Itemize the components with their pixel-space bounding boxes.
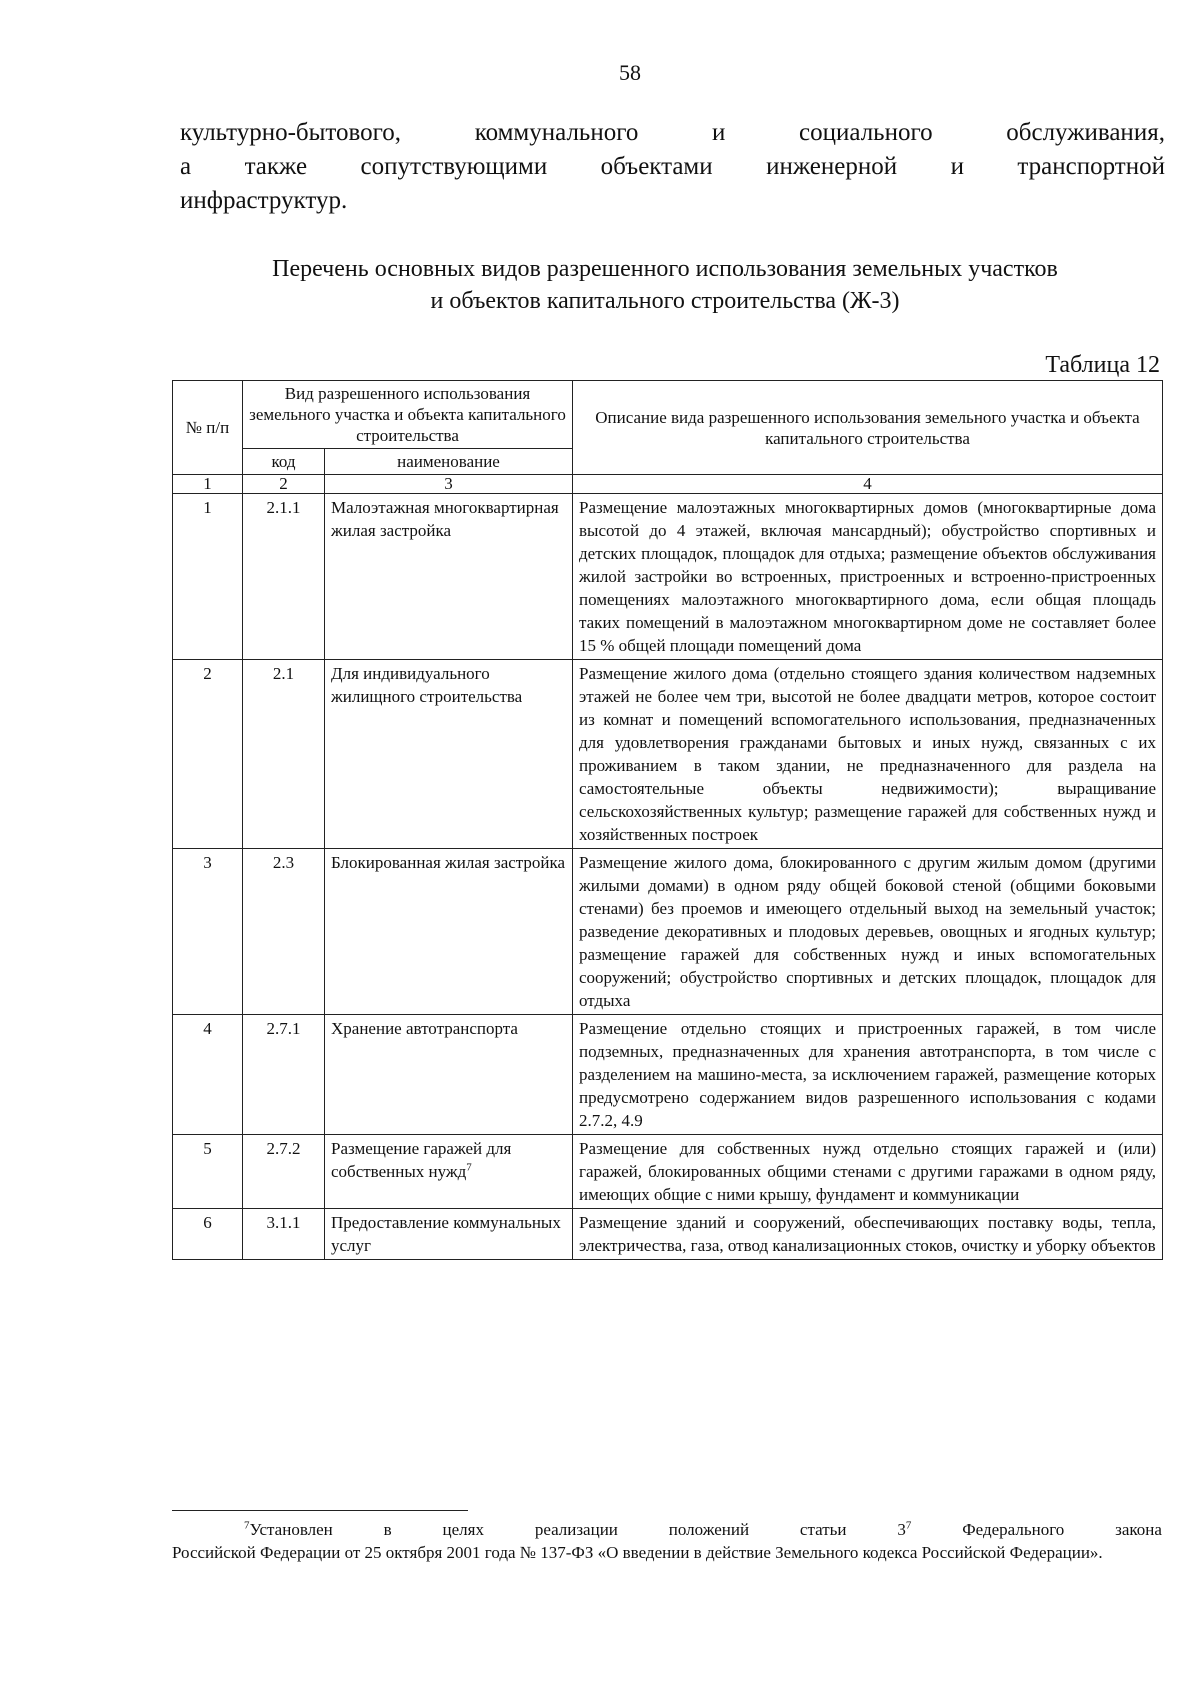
table-row: 1 2.1.1 Малоэтажная многоквартирная жилая застройка Размещение малоэтажных многоквартирных домов (многоквартирные дома высотой до 4 этажей, включая мансардный); обустройство спортивных и детских площадок, площадок для отдыха; размещение объектов обслуживания жилой застройки во встроенных, пристроенных и встроенно-пристроенных помещениях малоэтажного многоквартирного дома, если общая площадь таких помещений в малоэтажном многоквартирном доме не составляет более 15 % общей площади помещений дома — [173, 494, 1163, 660]
table-row: 5 2.7.2 Размещение гаражей для собственных нужд$^7$ Размещение для собственных нужд отдельно стоящих гаражей и (или) гаражей, блокированных общими стенами с другими гаражами в одном ряду, имеющих общие с ними крышу, фундамент и коммуникации — [173, 1135, 1163, 1209]
header-num: № п/п — [173, 381, 243, 475]
permitted-use-table — [172, 380, 1163, 1260]
page-number: 58 — [619, 60, 641, 85]
intro-line-2: а также сопутствующими объектами инженерной и транспортной — [180, 153, 1165, 180]
table-row: 4 2.7.1 Хранение автотранспорта Размещение отдельно стоящих и пристроенных гаражей, в том числе подземных, предназначенных для хранения автотранспорта, в том числе с разделением на машино-места, за исключением гаражей, размещение которых предусмотрено содержанием видов разрешенного использования с кодами 2.7.2, 4.9 — [173, 1015, 1163, 1135]
table-row: 6 3.1.1 Предоставление коммунальных услуг Размещение зданий и сооружений, обеспечивающих поставку воды, тепла, электричества, газа, отвод канализационных стоков, очистку и уборку объектов — [173, 1209, 1163, 1260]
header-desc: Описание вида разрешенного использования земельного участка и объекта капитального строительства — [573, 381, 1163, 475]
intro-line-3: инфраструктур. — [180, 187, 348, 214]
table-label: Таблица 12 — [1045, 352, 1160, 378]
intro-paragraph — [180, 116, 1165, 218]
footnote-line-1: $^7$Установлен в целях реализации положений статьи $3^7$ Федерального закона — [244, 1519, 1162, 1539]
intro-line-1: культурно-бытового, коммунального и социального обслуживания, — [180, 119, 1165, 146]
table-row: 2 2.1 Для индивидуального жилищного строительства Размещение жилого дома (отдельно стоящего здания количеством надземных этажей не более чем три, высотой не более двадцати метров, которое состоит из комнат и помещений вспомогательного использования, предназначенных для удовлетворения гражданами бытовых и иных нужд, связанных с их проживанием в таком здании, не предназначенного для раздела на самостоятельные объекты недвижимости); выращивание сельскохозяйственных культур; размещение гаражей для собственных нужд и хозяйственных построек — [173, 660, 1163, 849]
list-title: Перечень основных видов разрешенного использования земельных участков и объектов капитального строительства (Ж-3) — [272, 256, 1058, 314]
header-name: наименование — [325, 449, 573, 475]
table-row: 3 2.3 Блокированная жилая застройка Размещение жилого дома, блокированного с другим жилым домом (другими жилыми домами) в одном ряду общей боковой стеной (общими боковыми стенами) без проемов и имеющего отдельный выход на земельный участок; разведение декоративных и плодовых деревьев, овощных и ягодных культур; размещение гаражей для собственных нужд и иных вспомогательных сооружений; обустройство спортивных и детских площадок, площадок для отдыха — [173, 849, 1163, 1015]
footnote-ref: 7 — [466, 1161, 472, 1174]
footnote — [172, 1518, 1162, 1564]
column-number-row: 1 2 3 4 — [173, 475, 1163, 494]
header-group: Вид разрешенного использования земельного участка и объекта капитального строительства — [243, 381, 573, 449]
footnote-separator — [172, 1510, 468, 1511]
header-code: код — [243, 449, 325, 475]
footnote-marker: 7 — [244, 1519, 250, 1532]
footnote-rest: Российской Федерации от 25 октября 2001 года № 137-ФЗ «О введении в действие Земельного кодекса Российской Федерации». — [172, 1543, 1103, 1562]
